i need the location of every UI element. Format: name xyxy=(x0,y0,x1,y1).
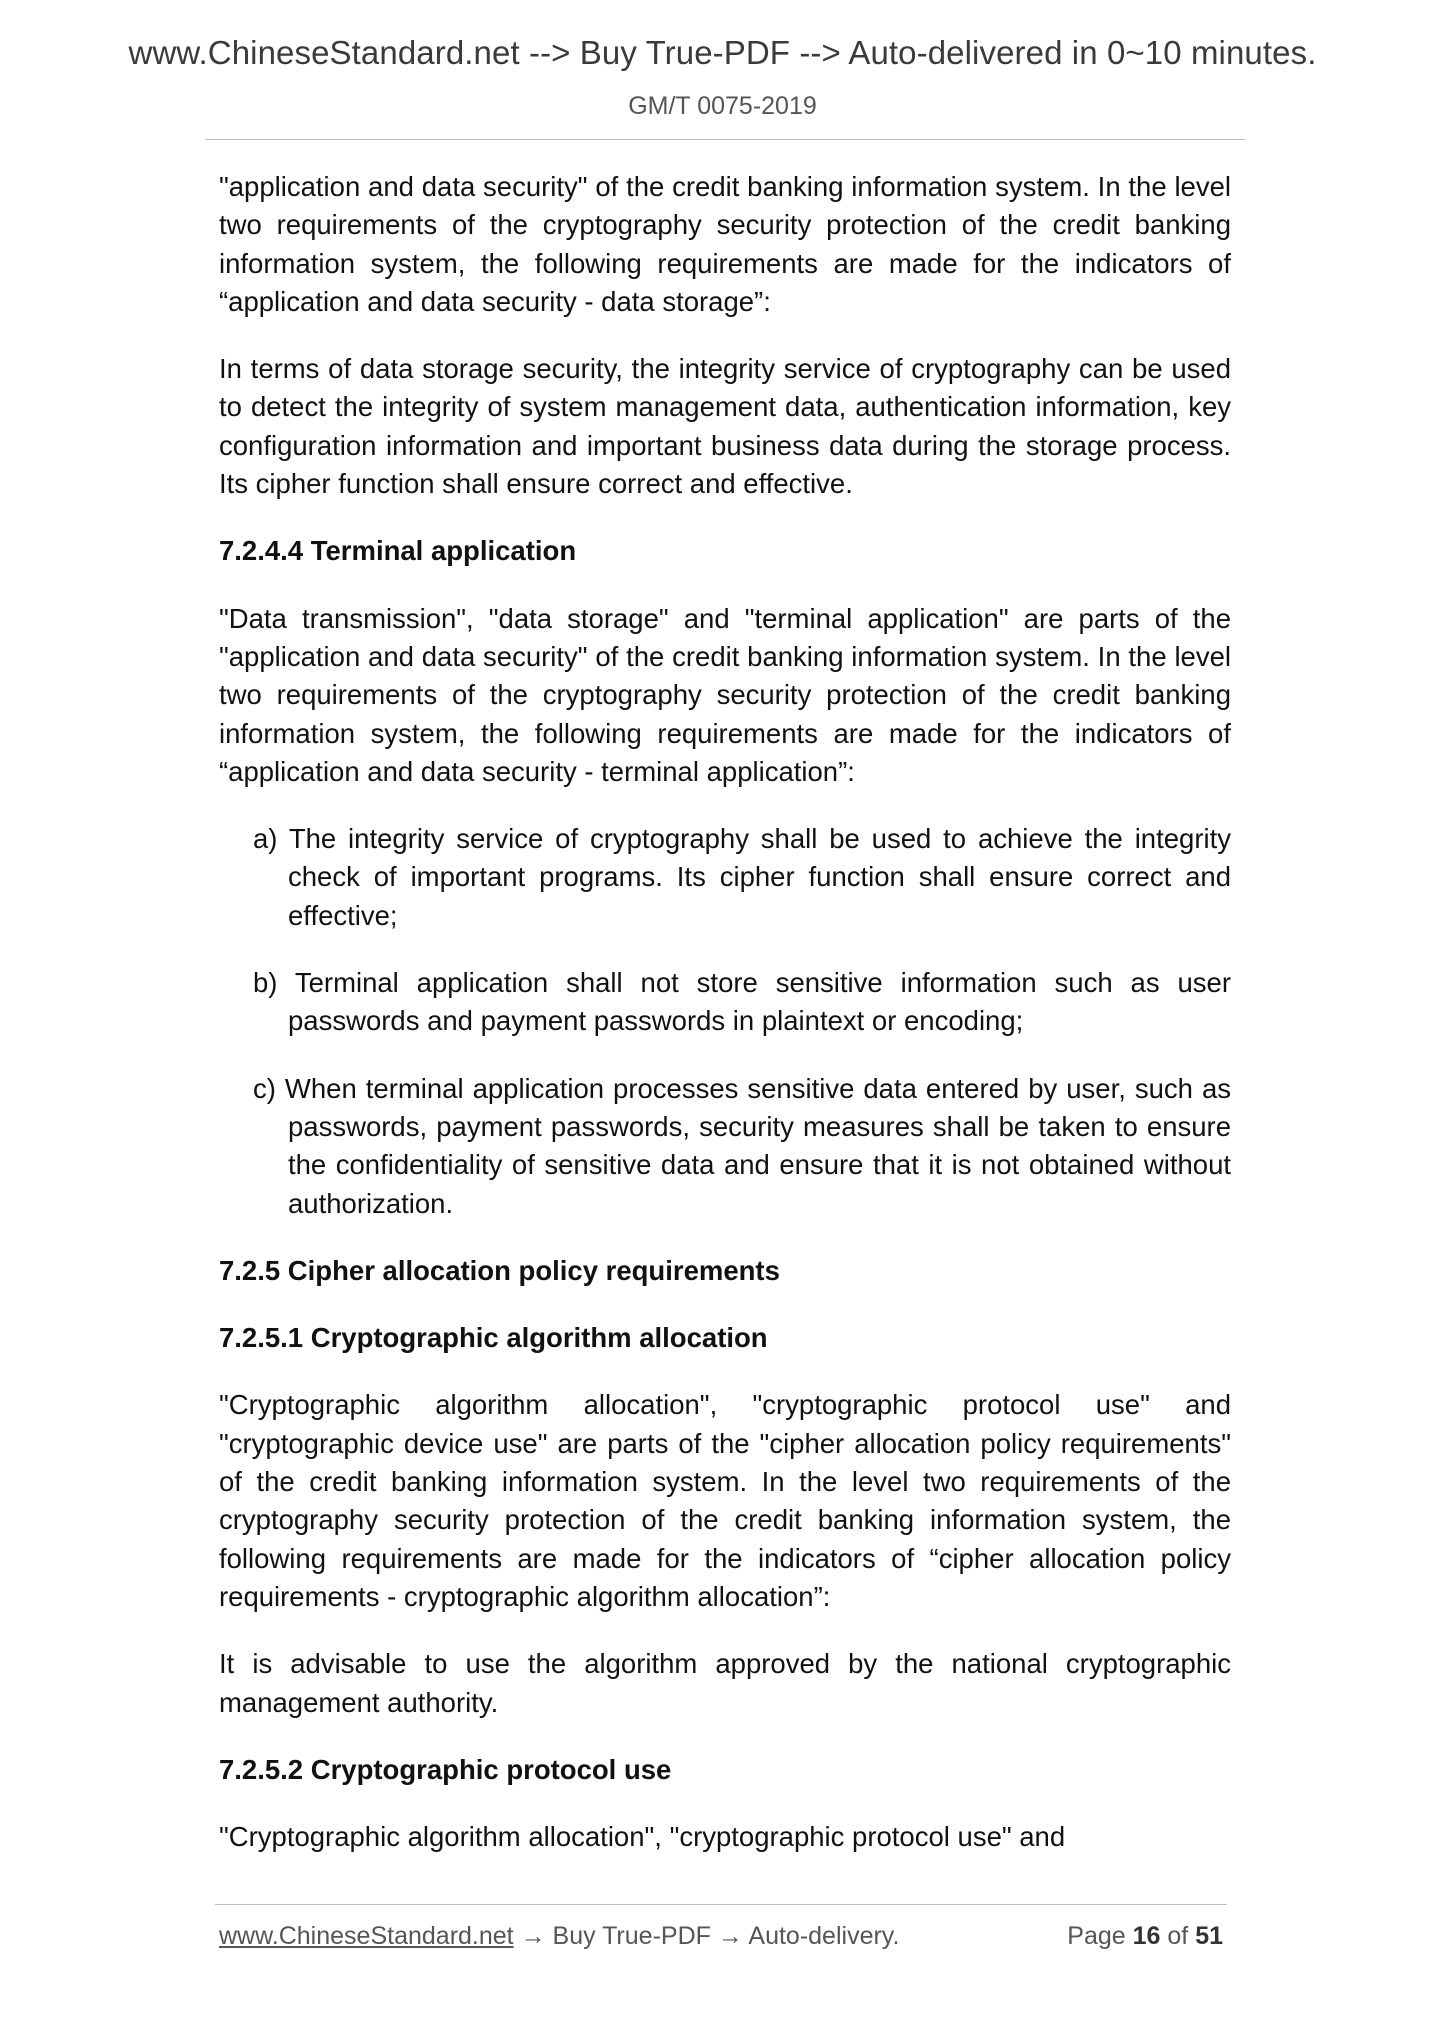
of-label: of xyxy=(1167,1922,1189,1950)
footer-tagline: → Buy True-PDF → Auto-delivery. xyxy=(513,1922,900,1950)
footer-divider xyxy=(215,1904,1227,1905)
paragraph-protocol-use-intro: "Cryptographic algorithm allocation", "cryptographic protocol use" and xyxy=(219,1821,1066,1853)
heading-7-2-5-1: 7.2.5.1 Cryptographic algorithm allocation xyxy=(219,1322,768,1354)
list-item: a) The integrity service of cryptography shall be used to achieve the integrity check of important programs. Its cipher function shall ensure correct and effective; xyxy=(253,823,1231,931)
current-page-number: 16 xyxy=(1132,1922,1161,1950)
paragraph-terminal-application-intro: "Data transmission", "data storage" and "terminal application" are parts of the "application and data security" of the credit banking information system. In the level two requirements of the cryptography security protection of the credit banking information system, the following requirements are made for the indicators of “application and data security - terminal application”: xyxy=(219,602,1231,787)
page-footer xyxy=(219,1922,1229,1951)
paragraph-algorithm-allocation-intro: "Cryptographic algorithm allocation", "cryptographic protocol use" and "cryptographic device use" are parts of the "cipher allocation policy requirements" of the credit banking information system. In the level two requirements of the cryptography security protection of the credit banking information system, the following requirements are made for the indicators of “cipher allocation policy requirements - cryptographic algorithm allocation”: xyxy=(219,1389,1231,1612)
header-divider xyxy=(205,139,1245,140)
list-item: c) When terminal application processes sensitive data entered by user, such as passwords, payment passwords, security measures shall be taken to ensure the confidentiality of sensitive data and ensure that it is not obtained without authorization. xyxy=(253,1072,1231,1219)
page-indicator xyxy=(1067,1922,1223,1951)
document-code: GM/T 0075-2019 xyxy=(628,92,817,120)
top-banner: www.ChineseStandard.net --> Buy True-PDF --> Auto-delivered in 0~10 minutes. xyxy=(128,34,1317,71)
heading-7-2-5-2: 7.2.5.2 Cryptographic protocol use xyxy=(219,1753,672,1785)
heading-7-2-4-4: 7.2.4.4 Terminal application xyxy=(219,535,577,567)
paragraph-data-storage-requirement: In terms of data storage security, the integrity service of cryptography can be used to detect the integrity of system management data, authentication information, key configuration information and important business data during the storage process. Its cipher function shall ensure correct and effective. xyxy=(219,353,1231,500)
footer-site-link[interactable]: www.ChineseStandard.net xyxy=(219,1922,514,1950)
paragraph-algorithm-allocation-requirement: It is advisable to use the algorithm approved by the national cryptographic management authority. xyxy=(219,1648,1231,1718)
page-label: Page xyxy=(1067,1922,1126,1950)
terminal-requirements-list xyxy=(219,820,1231,1223)
page-body xyxy=(219,168,1231,1885)
paragraph-data-storage-intro: "application and data security" of the credit banking information system. In the level two requirements of the cryptography security protection of the credit banking information system, the following requirements are made for the indicators of “application and data security - data storage”: xyxy=(219,171,1231,317)
list-item: b) Terminal application shall not store sensitive information such as user passwords and payment passwords in plaintext or encoding; xyxy=(253,967,1231,1037)
total-pages-number: 51 xyxy=(1195,1922,1223,1950)
heading-7-2-5: 7.2.5 Cipher allocation policy requirements xyxy=(219,1254,780,1286)
